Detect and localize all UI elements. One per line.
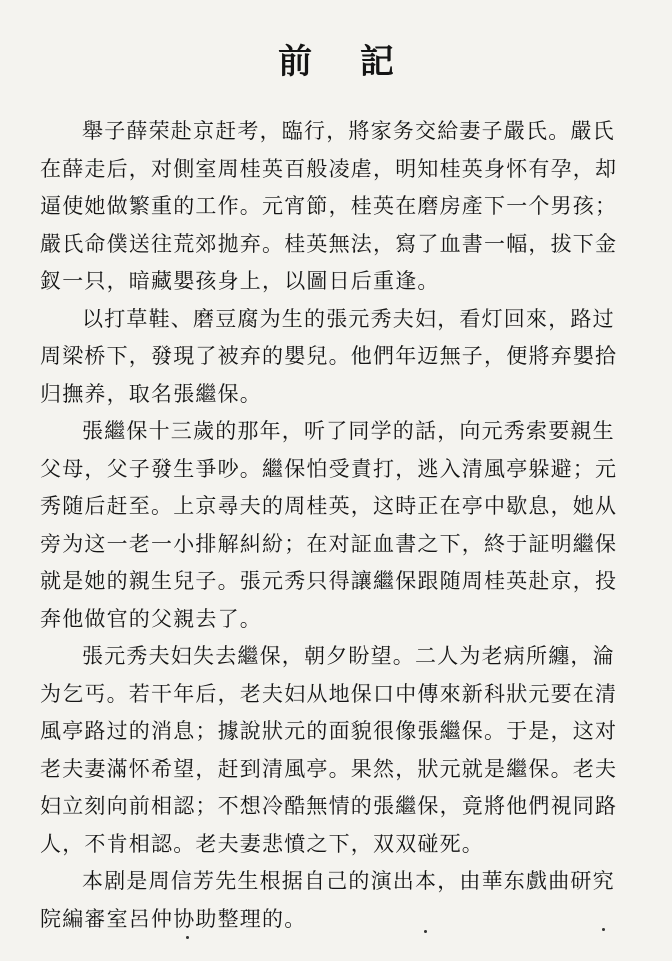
text-line: 本剧是周信芳先生根据自己的演出本，由華东戲曲研究 (82, 869, 615, 893)
text-line: 为乞丐。若干年后，老夫妇从地保口中傳來新科狀元要在清 (40, 681, 618, 706)
paragraph-4 (40, 638, 618, 863)
text-line: 院編審室呂仲协助整理的。 (40, 906, 307, 931)
text-line: 舉子薛荣赴京赶考，臨行，將家务交給妻子嚴氏。嚴氏 (82, 119, 615, 143)
text-line: 周梁桥下，發現了被弃的嬰兒。他們年迈無子，便將弃嬰拾 (40, 344, 618, 368)
text-line: 在薛走后，对側室周桂英百般凌虐，明知桂英身怀有孕，却 (40, 156, 618, 181)
text-line: 張元秀夫妇失去繼保，朝夕盼望。二人为老病所纏，淪 (82, 644, 615, 668)
text-line: 秀随后赶至。上京尋夫的周桂英，这時正在亭中歇息，她从 (40, 494, 618, 518)
text-line: 妇立刻向前相認；不想冷酷無情的張繼保，竟將他們視同路 (40, 794, 618, 818)
text-line: 老夫妻滿怀希望，赶到清風亭。果然，狀元就是繼保。老夫 (40, 756, 618, 781)
scan-speck (602, 928, 605, 931)
body-text (40, 113, 618, 938)
text-line: 以打草鞋、磨豆腐为生的張元秀夫妇，看灯回來，路过 (82, 306, 615, 331)
text-line: 归撫养，取名張繼保。 (40, 381, 262, 406)
text-line: 張繼保十三歲的那年，听了同学的話，向元秀索要親生 (82, 419, 615, 443)
text-line: 人，不肯相認。老夫妻悲憤之下，双双碰死。 (40, 831, 484, 856)
paragraph-2 (40, 301, 618, 414)
text-line: 奔他做官的父親去了。 (40, 606, 262, 631)
text-line: 父母，父子發生爭吵。繼保怕受責打，逃入清風亭躲避；元 (40, 456, 618, 481)
text-line: 嚴氏命僕送往荒郊拋弃。桂英無法，寫了血書一幅，拔下金 (40, 231, 618, 256)
paragraph-1 (40, 113, 618, 301)
text-line: 旁为这一老一小排解糾紛；在对証血書之下，終于証明繼保 (40, 531, 618, 556)
scan-speck (424, 930, 427, 933)
scan-speck (186, 936, 189, 939)
paragraph-5 (40, 863, 615, 938)
text-line: 逼使她做繁重的工作。元宵節，桂英在磨房產下一个男孩； (40, 194, 618, 218)
page-title: 前 記 (278, 42, 412, 82)
text-line: 風亭路过的消息；據說狀元的面貌很像張繼保。于是，这对 (40, 719, 618, 743)
text-line: 就是她的親生兒子。張元秀只得讓繼保跟随周桂英赴京，投 (40, 569, 618, 593)
paragraph-3 (40, 413, 618, 638)
text-line: 釵一只，暗藏嬰孩身上，以圖日后重逢。 (40, 269, 440, 293)
